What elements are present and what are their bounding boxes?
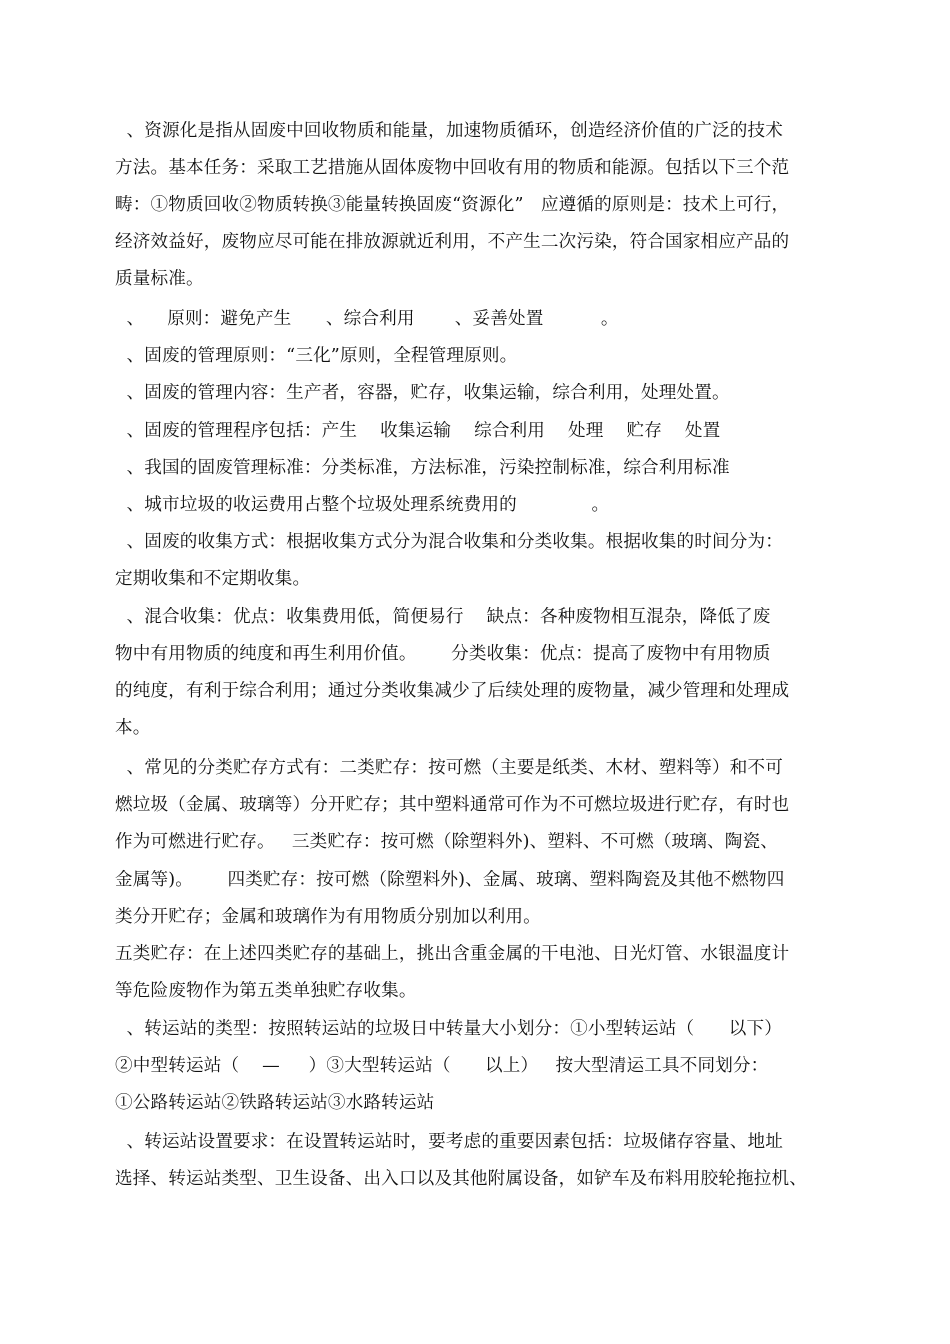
paragraph-line: 、我国的固废管理标准：分类标准，方法标准，污染控制标准，综合利用标准 (115, 458, 730, 478)
paragraph-line: 畴：①物质回收②物质转换③能量转换固废“资源化” 应遵循的原则是：技术上可行， (115, 195, 790, 215)
paragraph-line: 五类贮存：在上述四类贮存的基础上，挑出含重金属的干电池、日光灯管、水银温度计 (115, 944, 790, 964)
paragraph-line: 质量标准。 (115, 269, 204, 289)
paragraph-line: 经济效益好，废物应尽可能在排放源就近利用，不产生二次污染，符合国家相应产品的 (115, 232, 790, 252)
paragraph-line: 类分开贮存；金属和玻璃作为有用物质分别加以利用。 (115, 907, 541, 927)
paragraph-line: 定期收集和不定期收集。 (115, 569, 311, 589)
paragraph-line: 选择、转运站类型、卫生设备、出入口以及其他附属设备，如铲车及布料用胶轮拖拉机、 (115, 1169, 808, 1189)
paragraph-line: 金属等)。 四类贮存：按可燃（除塑料外)、金属、玻璃、塑料陶瓷及其他不燃物四 (115, 870, 785, 890)
paragraph-line: 、固废的收集方式：根据收集方式分为混合收集和分类收集。根据收集的时间分为： (115, 532, 784, 552)
paragraph-line: 的纯度，有利于综合利用；通过分类收集减少了后续处理的废物量，减少管理和处理成 (115, 681, 790, 701)
paragraph-line: 、固废的管理原则：“三化”原则，全程管理原则。 (115, 346, 518, 366)
paragraph-line: 燃垃圾（金属、玻璃等）分开贮存；其中塑料通常可作为不可燃垃圾进行贮存，有时也 (115, 795, 790, 815)
paragraph-line: 、转运站设置要求：在设置转运站时，要考虑的重要因素包括：垃圾储存容量、地址 (115, 1132, 784, 1152)
paragraph-line: 、资源化是指从固废中回收物质和能量，加速物质循环，创造经济价值的广泛的技术 (115, 121, 784, 141)
paragraph-line: 、城市垃圾的收运费用占整个垃圾处理系统费用的 。 (115, 495, 610, 515)
paragraph-line: 、固废的管理内容：生产者，容器，贮存，收集运输，综合利用，处理处置。 (115, 383, 730, 403)
paragraph-line: 、常见的分类贮存方式有：二类贮存：按可燃（主要是纸类、木材、塑料等）和不可 (115, 758, 784, 778)
paragraph-line: 等危险废物作为第五类单独贮存收集。 (115, 981, 417, 1001)
paragraph-line: 、转运站的类型：按照转运站的垃圾日中转量大小划分：①小型转运站（ 以下） (115, 1019, 782, 1039)
paragraph-line: 作为可燃进行贮存。 三类贮存：按可燃（除塑料外)、塑料、不可燃（玻璃、陶瓷、 (115, 832, 779, 852)
paragraph-line: ②中型转运站（ — ）③大型转运站（ 以上） 按大型清运工具不同划分： (115, 1056, 769, 1076)
paragraph-line: 、 原则：避免产生 、综合利用 、妥善处置 。 (115, 309, 619, 329)
paragraph-line: 、固废的管理程序包括：产生 收集运输 综合利用 处理 贮存 处置 (115, 421, 721, 441)
paragraph-line: 方法。基本任务：采取工艺措施从固体废物中回收有用的物质和能源。包括以下三个范 (115, 158, 790, 178)
paragraph-line: ①公路转运站②铁路转运站③水路转运站 (115, 1093, 435, 1113)
paragraph-line: 物中有用物质的纯度和再生利用价值。 分类收集：优点：提高了废物中有用物质 (115, 644, 771, 664)
paragraph-line: 、混合收集：优点：收集费用低，简便易行 缺点：各种废物相互混杂，降低了废 (115, 607, 771, 627)
paragraph-line: 本。 (115, 718, 151, 738)
